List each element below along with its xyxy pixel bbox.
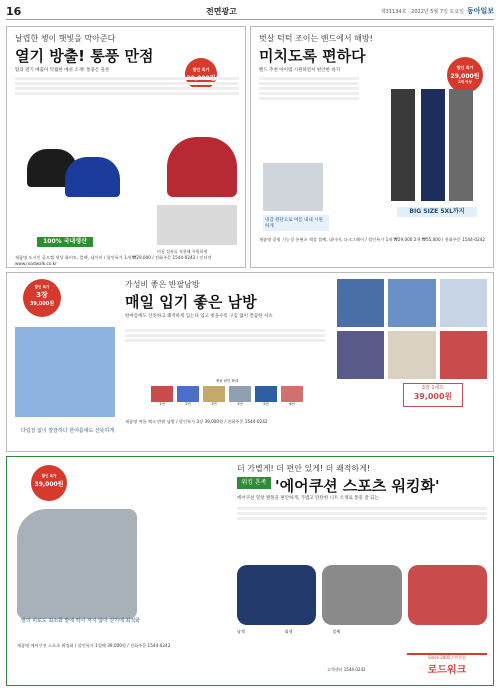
pants-headline: 미치도록 편하다 <box>259 47 366 65</box>
pants-tagline: 벗살 턱턱 조이는 밴드에서 해방! <box>259 34 373 43</box>
cap-blue-image <box>65 157 120 197</box>
shirt-body-text <box>125 329 325 379</box>
shoe-color-label: 블랙 <box>332 629 341 634</box>
shoe-color-label: 회색 <box>284 629 293 634</box>
shoe-specs: 제품명 에어쿠션 스포츠 워킹화 / 할인특가 1켤레 39,000원 / 전화주문 1544-0242 <box>17 643 171 648</box>
fabric-label: 4번 <box>237 402 243 406</box>
shirt-tagline: 가성비 좋은 반팔남방 <box>125 280 200 289</box>
pants-gray-image <box>449 89 473 201</box>
fabric-swatch <box>229 386 251 402</box>
cap-price-badge: 할인 특가 <box>185 58 217 90</box>
shirt-image <box>337 331 384 379</box>
newspaper-logo: 동아일보 <box>466 7 494 15</box>
shirt-image <box>388 331 435 379</box>
shoe-image <box>237 565 316 625</box>
brand-block <box>407 653 487 677</box>
page-header <box>6 6 494 20</box>
cap-red-image <box>167 137 237 197</box>
cap-tagline: 날렵한 챙이 햇빛을 막아준다 <box>15 34 116 43</box>
cap-ad-panel <box>6 26 246 268</box>
shirt-headline: 매일 입기 좋은 남방 <box>125 293 257 311</box>
pants-specs: 제품명 쿨링 기능성 롱팬츠 색상 블랙, 네이비, 다크그레이 / 할인특가 1개 ₩29,000 2개 ₩55,000 / 전화주문 1544-0242 <box>259 237 486 242</box>
shirt-cool-label: 다림질 없이 깔끔하다 한여름에도 산뜻하게 <box>21 428 115 434</box>
fabric-label: 1번 <box>159 402 165 406</box>
shoe-image <box>408 565 487 625</box>
fabric-swatch <box>255 386 277 402</box>
pants-fabric-image <box>263 163 323 211</box>
fabric-label: 2번 <box>185 402 191 406</box>
fabric-swatch <box>281 386 303 402</box>
fabric-swatch <box>177 386 199 402</box>
fabric-label: 3번 <box>211 402 217 406</box>
pants-black-image <box>391 89 415 201</box>
pants-subtitle: 밴드 추천 아이템 시원하면서 편안한 바지 <box>259 68 341 73</box>
shirt-blue-image <box>15 327 115 417</box>
shoe-ad-panel <box>6 456 494 686</box>
customer-center: 고객센터 1544-0242 <box>327 667 366 672</box>
shirt-gallery <box>337 279 487 379</box>
shirt-image <box>440 279 487 327</box>
shoe-tagline: 더 가볍게! 더 편안 있게! 더 쾌적하게! <box>237 464 371 473</box>
fabric-swatch <box>151 386 173 402</box>
shoe-image <box>322 565 401 625</box>
cap-body-text <box>15 77 239 137</box>
shirt-subtitle: 한여름에도 산뜻하고 쾌적하게 입는다 입고 벗을수록 구김 없이 깔끔한 셔츠 <box>125 314 273 319</box>
shirt-specs: 제품명 여름 체크 반팔 남방 / 할인특가 3장 39,000원 / 전화주문 1544-0242 <box>125 419 268 424</box>
fabric-swatches <box>147 379 307 415</box>
page-number: 16 <box>6 5 22 18</box>
pants-price-badge: 할인 특가 29,000원 2개 이상 <box>447 57 483 93</box>
pants-navy-image <box>421 89 445 201</box>
shoe-headline: '에어쿠션 스포츠 워킹화' <box>275 477 440 495</box>
shoe-chip: 워킹 혼족 <box>237 477 271 489</box>
cap-specs: 제품명 도시인 골프캡 색상 화이트, 블랙, 네이비 / 할인특가 1개 ₩29,000 / 전화주문 1544-0242 / 인터넷 www.roadwalk.co.kr <box>15 255 212 266</box>
shirt-ad-panel <box>6 272 494 452</box>
shirt-image <box>388 279 435 327</box>
fabric-label: 6번 <box>289 402 295 406</box>
shirt-image <box>440 331 487 379</box>
shoe-gallery <box>237 565 487 625</box>
shoe-color-labels <box>237 629 340 635</box>
cap-detail-image <box>157 205 237 245</box>
shoe-feature-label: 발의 피로도 최소화 발에 딱이 저지 않아 걷기에 최적화 <box>21 618 140 624</box>
issue-date: 제31134호 · 2022년 5월 7일 토요일 <box>380 9 464 15</box>
fabric-swatch <box>203 386 225 402</box>
made-in-korea-label: 100% 국내생산 <box>37 237 93 247</box>
set-price-box: 3장 1세트 39,000원 <box>403 383 463 407</box>
shoe-body-text <box>237 507 487 557</box>
cap-detail-note: 비침 섬유를 적용해 시원하게 <box>157 249 208 254</box>
shirt-price-badge: 할인 특가 3장 39,000원 <box>23 279 61 317</box>
fabric-title: 제품 원단 확대 <box>215 379 239 383</box>
shirt-image <box>337 279 384 327</box>
big-size-label: BIG SIZE 5XL까지 <box>397 207 477 217</box>
shoe-price-badge: 할인 특가 39,000원 <box>31 465 67 501</box>
section-title: 전면광고 <box>206 7 237 16</box>
shoe-subtitle: 에어쿠션 밑창 발볼을 편안하게, 가볍고 탄탄한 니트 소재로 통풍 잘 되는 <box>237 496 379 501</box>
cap-subtitle: 땀과 열기 배출이 탁월한 메쉬 소재! 통풍은 물론 <box>15 68 110 73</box>
shoe-color-label: 남색 <box>237 629 245 634</box>
brand-name: 로드워크 <box>427 665 467 676</box>
fabric-label: 5번 <box>263 402 269 406</box>
cap-headline: 열기 방출! 통풍 만점 <box>15 47 154 65</box>
pants-ad-panel <box>250 26 494 268</box>
pants-body-text <box>259 77 359 157</box>
shoe-hero-image <box>17 509 137 619</box>
brand-since: Since 2005 / 전문업 <box>428 655 466 660</box>
cool-fabric-label: 냉감 원단으로 여름 내내 시원하게 <box>263 215 329 231</box>
